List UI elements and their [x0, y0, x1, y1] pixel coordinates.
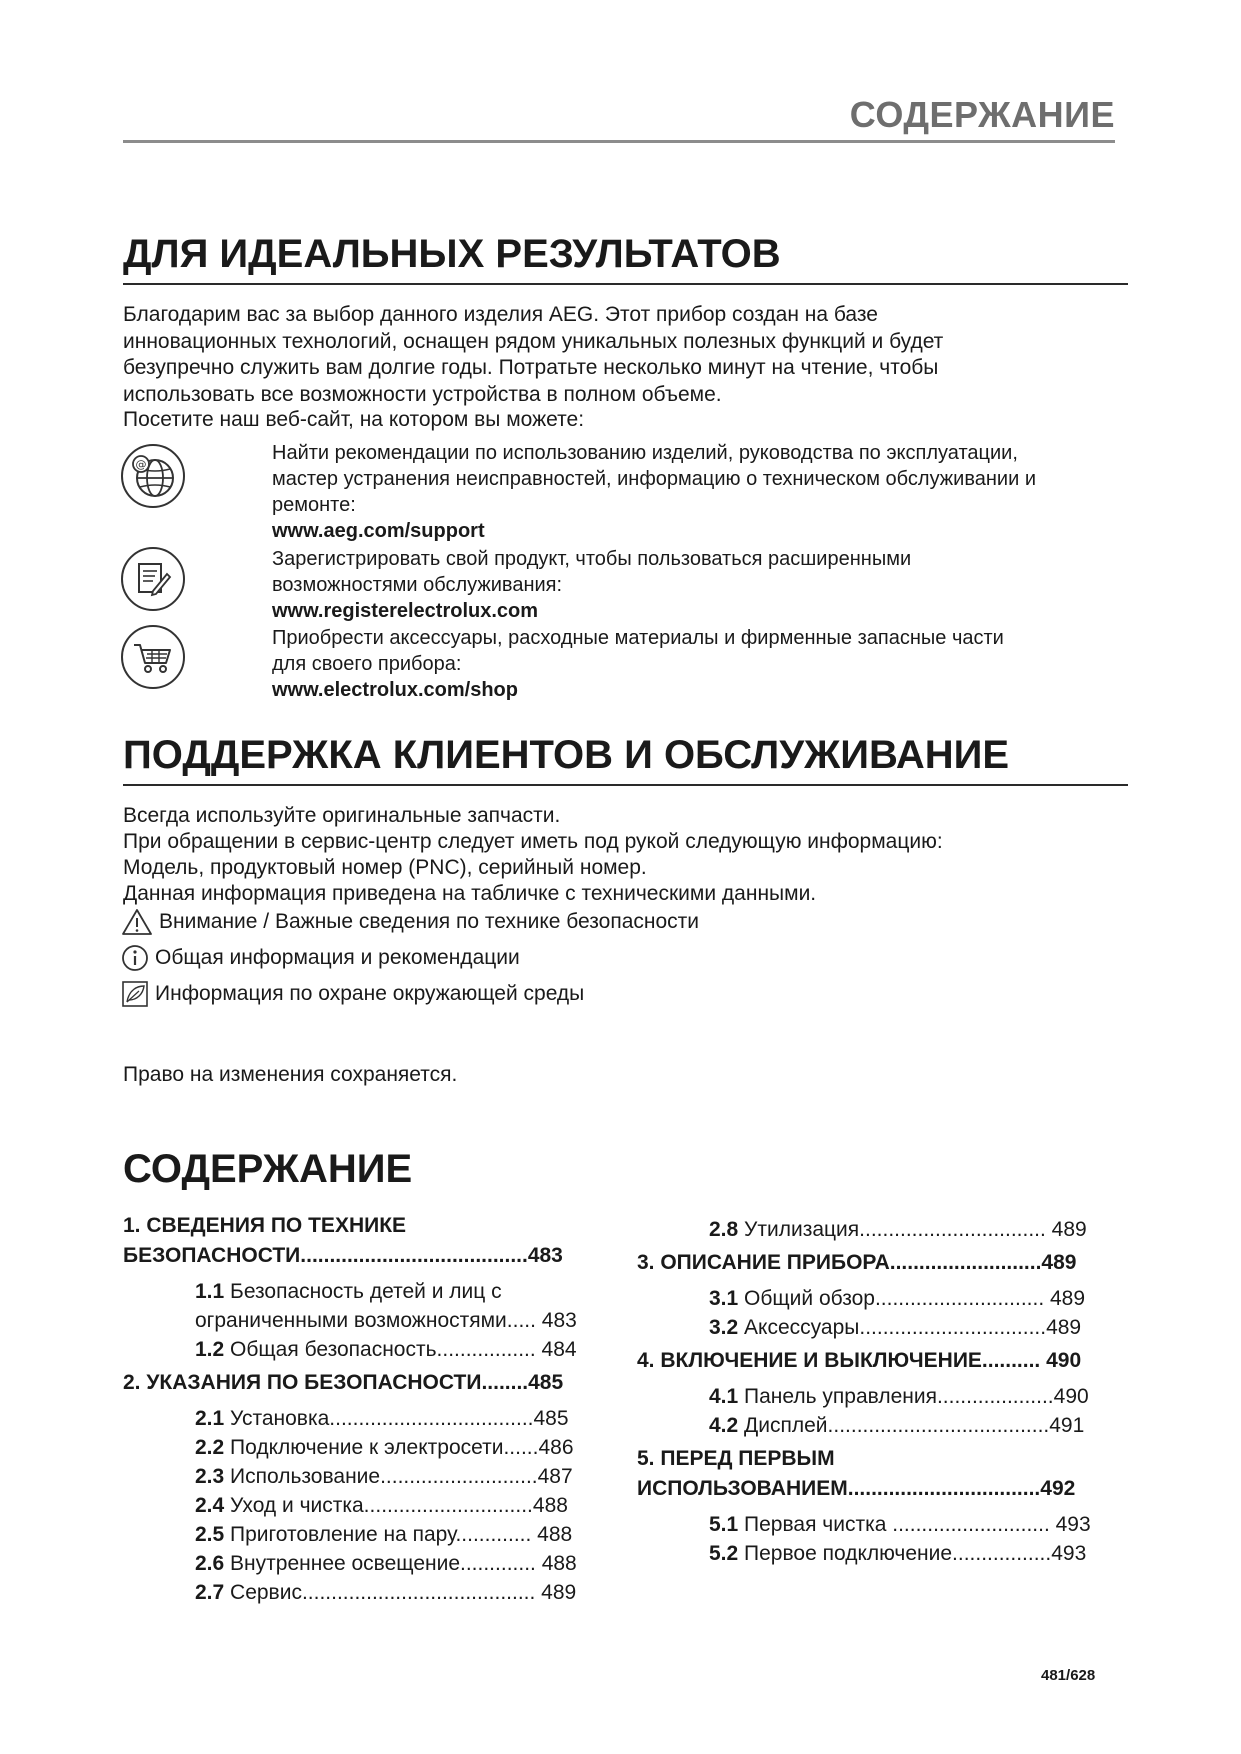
toc-section-entry[interactable]: БЕЗОПАСНОСТИ.......................................483 [123, 1244, 563, 1267]
note-warning [121, 908, 699, 936]
support-link[interactable]: www.aeg.com/support [272, 520, 485, 542]
shop-text-line: для своего прибора: [272, 653, 462, 675]
toc-entry-text: Приготовление на пару............. 488 [224, 1523, 573, 1546]
support-line: Данная информация приведена на табличке с техническими данными. [123, 882, 817, 905]
toc-entry-text: ограниченными возможностями..... 483 [195, 1309, 577, 1332]
running-header: СОДЕРЖАНИЕ [849, 94, 1115, 135]
toc-entry-text: Первое подключение.................493 [738, 1542, 1087, 1565]
note-environment [121, 980, 584, 1008]
toc-subsection-entry[interactable] [123, 1520, 577, 1549]
toc-entry-text: Панель управления....................490 [738, 1385, 1089, 1408]
toc-entry-number: 1.1 [195, 1280, 225, 1303]
toc-subsection-entry[interactable] [123, 1578, 577, 1607]
globe-icon [119, 442, 187, 510]
toc-entry-number: 2.5 [195, 1523, 225, 1546]
toc-entry-text: Утилизация................................ 489 [738, 1218, 1087, 1241]
toc-right-column [637, 1215, 1091, 1568]
toc-subsection-entry[interactable] [123, 1462, 577, 1491]
toc-entry-text: Общая безопасность................. 484 [224, 1338, 577, 1361]
toc-section-entry[interactable]: 3. ОПИСАНИЕ ПРИБОРА..........................489 [637, 1251, 1077, 1274]
toc-entry-number: 4.2 [709, 1414, 739, 1437]
register-form-icon [119, 545, 187, 613]
toc-subsection-entry[interactable] [123, 1549, 577, 1578]
toc-section-entry[interactable]: 1. СВЕДЕНИЯ ПО ТЕХНИКЕ [123, 1214, 407, 1237]
section-rule [123, 283, 1128, 285]
toc-entry-number: 2.7 [195, 1581, 225, 1604]
toc-section-entry[interactable]: 5. ПЕРЕД ПЕРВЫМ [637, 1447, 835, 1470]
toc-subsection-entry[interactable] [123, 1433, 577, 1462]
intro-line: Посетите наш веб-сайт, на котором вы можете: [123, 408, 585, 431]
globe-text-line: Найти рекомендации по использованию изделий, руководства по эксплуатации, [272, 442, 1018, 464]
toc-subsection-entry[interactable] [123, 1277, 577, 1306]
intro-line: безупречно служить вам долгие годы. Потратьте несколько минут на чтение, чтобы [123, 356, 939, 379]
toc-subsection-entry[interactable] [637, 1510, 1091, 1539]
toc-entry-number: 5.2 [709, 1542, 739, 1565]
note-text: Внимание / Важные сведения по технике безопасности [159, 910, 700, 933]
toc-entry-text: Уход и чистка.............................488 [224, 1494, 568, 1517]
intro-line: использовать все возможности устройства в полном объеме. [123, 383, 722, 406]
register-text-line: Зарегистрировать свой продукт, чтобы пользоваться расширенными [272, 548, 912, 570]
toc-entry-text: Использование...........................487 [224, 1465, 573, 1488]
toc-subsection-entry[interactable] [123, 1404, 577, 1433]
register-link[interactable]: www.registerelectrolux.com [272, 600, 539, 622]
toc-entry-number: 1.2 [195, 1338, 225, 1361]
intro-line: инновационных технологий, оснащен рядом уникальных полезных функций и будет [123, 330, 944, 353]
shop-text-line: Приобрести аксессуары, расходные материалы и фирменные запасные части [272, 627, 1004, 649]
info-icon [121, 944, 149, 972]
toc-entry-number: 2.3 [195, 1465, 225, 1488]
toc-subsection-entry[interactable] [637, 1382, 1091, 1411]
toc-subsection-entry[interactable] [637, 1411, 1091, 1440]
toc-entry-number: 2.2 [195, 1436, 225, 1459]
toc-entry-number: 2.6 [195, 1552, 225, 1575]
toc-section-entry[interactable]: 4. ВКЛЮЧЕНИЕ И ВЫКЛЮЧЕНИЕ.......... 490 [637, 1349, 1082, 1372]
globe-text-line: ремонте: [272, 494, 356, 516]
shopping-cart-icon [119, 623, 187, 691]
register-text-line: возможностями обслуживания: [272, 574, 563, 596]
toc-section-entry[interactable]: ИСПОЛЬЗОВАНИЕМ.................................492 [637, 1477, 1076, 1500]
toc-subsection-entry[interactable] [637, 1313, 1091, 1342]
toc-title: СОДЕРЖАНИЕ [123, 1147, 413, 1191]
support-line: При обращении в сервис-центр следует иметь под рукой следующую информацию: [123, 830, 943, 853]
page-number: 481/628 [1041, 1667, 1096, 1684]
note-text: Общая информация и рекомендации [155, 946, 520, 969]
toc-entry-number: 4.1 [709, 1385, 739, 1408]
toc-subsection-entry[interactable] [123, 1335, 577, 1364]
toc-entry-number: 2.8 [709, 1218, 739, 1241]
toc-subsection-entry[interactable] [123, 1491, 577, 1520]
leaf-icon [121, 980, 149, 1008]
warning-icon [121, 908, 153, 936]
section-title-results: ДЛЯ ИДЕАЛЬНЫХ РЕЗУЛЬТАТОВ [123, 232, 781, 276]
toc-entry-text: Внутреннее освещение............. 488 [224, 1552, 577, 1575]
toc-entry-text: Общий обзор............................. 489 [738, 1287, 1086, 1310]
toc-entry-number: 2.1 [195, 1407, 225, 1430]
toc-subsection-entry[interactable] [123, 1306, 577, 1335]
toc-entry-text: Дисплей......................................491 [738, 1414, 1085, 1437]
note-info [121, 944, 520, 972]
support-line: Модель, продуктовый номер (PNC), серийный номер. [123, 856, 647, 879]
rights-note: Право на изменения сохраняется. [123, 1063, 458, 1086]
toc-entry-number: 3.2 [709, 1316, 739, 1339]
header-rule [123, 140, 1115, 143]
shop-link[interactable]: www.electrolux.com/shop [272, 679, 518, 701]
toc-entry-text: Установка...................................485 [224, 1407, 569, 1430]
toc-entry-text: Первая чистка ........................... 493 [738, 1513, 1091, 1536]
toc-section-entry[interactable]: 2. УКАЗАНИЯ ПО БЕЗОПАСНОСТИ........485 [123, 1371, 564, 1394]
support-line: Всегда используйте оригинальные запчасти. [123, 804, 561, 827]
section-title-support: ПОДДЕРЖКА КЛИЕНТОВ И ОБСЛУЖИВАНИЕ [123, 733, 1010, 777]
toc-entry-text: Сервис........................................ 489 [224, 1581, 577, 1604]
globe-text-line: мастер устранения неисправностей, информацию о техническом обслуживании и [272, 468, 1036, 490]
toc-entry-text: Аксессуары................................489 [738, 1316, 1082, 1339]
intro-line: Благодарим вас за выбор данного изделия AEG. Этот прибор создан на базе [123, 303, 878, 326]
toc-entry-number: 5.1 [709, 1513, 739, 1536]
toc-entry-number: 3.1 [709, 1287, 739, 1310]
toc-entry-number: 2.4 [195, 1494, 225, 1517]
toc-entry-text: Подключение к электросети......486 [224, 1436, 574, 1459]
toc-entry-text: Безопасность детей и лиц с [224, 1280, 502, 1303]
toc-subsection-entry[interactable] [637, 1215, 1091, 1244]
toc-subsection-entry[interactable] [637, 1539, 1091, 1568]
section-rule [123, 784, 1128, 786]
note-text: Информация по охране окружающей среды [155, 982, 585, 1005]
toc-left-column [123, 1211, 577, 1607]
svg-text:@: @ [135, 458, 147, 471]
toc-subsection-entry[interactable] [637, 1284, 1091, 1313]
